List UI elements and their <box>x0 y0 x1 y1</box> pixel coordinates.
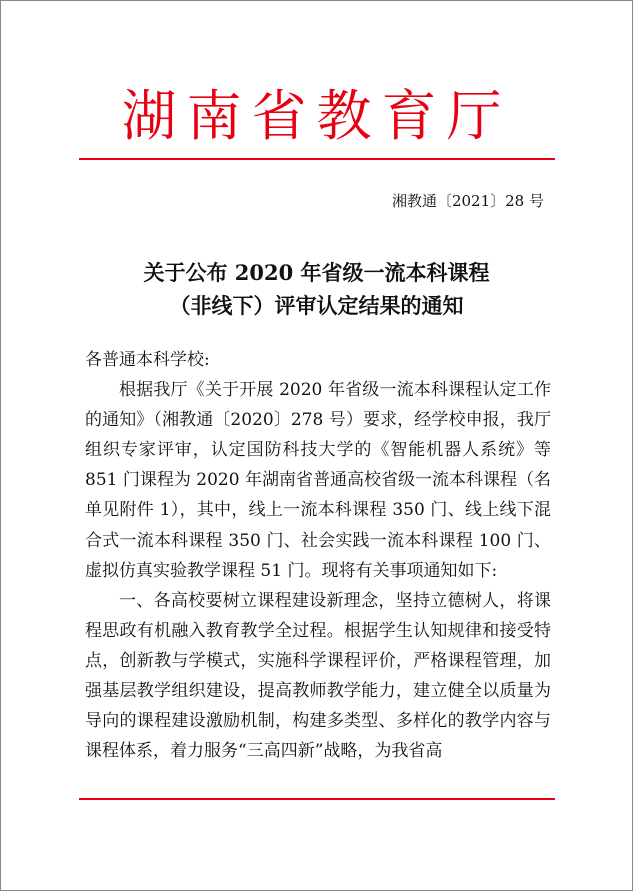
footer-red-rule <box>79 798 555 800</box>
issuer-header: 湖南省教育厅 <box>121 84 512 148</box>
body-paragraph-2: 一、各高校要树立课程建设新理念，坚持立德树人，将课程思政有机融入教育教学全过程。根据学生认知规律和接受特点，创新教与学模式，实施科学课程评价，严格课程管理，加强基层教学组织建设，提高教师教学能力，建立健全以质量为导向的课程建设激励机制，构建多类型、多样化的教学内容与课程体系，着力服务“三高四新”战略，为我省高 <box>85 590 551 762</box>
document-body <box>85 345 551 766</box>
document-number: 湘教通〔2021〕28 号 <box>391 192 544 210</box>
document-title-line-1: 关于公布 2020 年省级一流本科课程 <box>143 260 490 285</box>
salutation: 各普通本科学校: <box>85 350 210 370</box>
document-title-line-2: （非线下）评审认定结果的通知 <box>169 293 464 318</box>
body-paragraph-1: 根据我厅《关于开展 2020 年省级一流本科课程认定工作的通知》（湘教通〔2020〕278 号）要求，经学校申报，我厅组织专家评审，认定国防科技大学的《智能机器人系统》等 851 门课程为 2020 年湖南省普通高校省级一流本科课程（名单见附件 1），其中，线上一流本科课程 350 门、线上线下混合式一流本科课程 350 门、社会实践一流本科课程 100 门、虚拟仿真实验教学课程 51 门。现将有关事项通知如下: <box>85 380 551 581</box>
document-title <box>1 256 632 322</box>
header-red-rule <box>79 158 555 160</box>
